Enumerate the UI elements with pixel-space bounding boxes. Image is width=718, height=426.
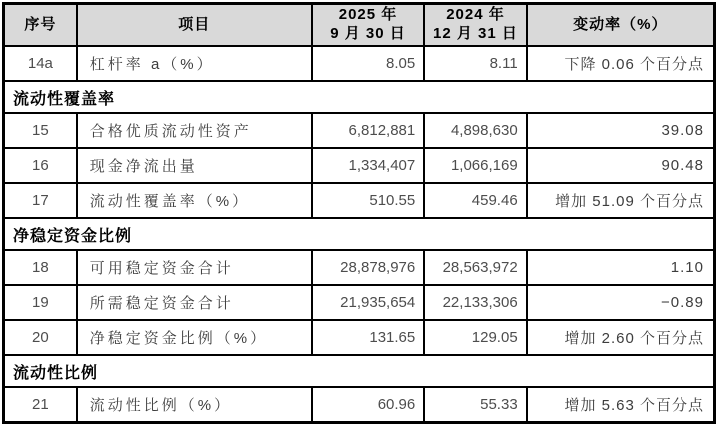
row-seq-cell: 19 [4,285,77,320]
value-2024-cell: 55.33 [424,387,526,423]
row-seq-cell: 16 [4,148,77,183]
header-date-2024 [424,4,526,47]
value-2025-cell: 60.96 [312,387,424,423]
section-label: 流动性比例 [4,355,715,387]
value-2024-cell: 22,133,306 [424,285,526,320]
row-item-cell: 现金净流出量 [77,148,312,183]
table-row [4,250,715,285]
section-row [4,218,715,250]
table-row [4,387,715,423]
row-item-cell: 所需稳定资金合计 [77,285,312,320]
change-cell: 增加 51.09 个百分点 [527,183,715,218]
row-item-cell: 净稳定资金比例（%） [77,320,312,355]
header-item: 项目 [77,4,312,47]
row-seq-cell: 14a [4,46,77,81]
change-cell: 90.48 [527,148,715,183]
header-change-rate: 变动率（%） [527,4,715,47]
change-cell: 39.08 [527,113,715,148]
row-item-cell: 合格优质流动性资产 [77,113,312,148]
section-row [4,81,715,113]
table-row [4,113,715,148]
change-cell: −0.89 [527,285,715,320]
value-2025-cell: 21,935,654 [312,285,424,320]
table-row [4,183,715,218]
section-label: 净稳定资金比例 [4,218,715,250]
value-2024-cell: 4,898,630 [424,113,526,148]
header-date-2025-line1: 2025 年 [338,6,398,24]
value-2024-cell: 8.11 [424,46,526,81]
row-seq-cell: 17 [4,183,77,218]
header-date-2025 [312,4,424,47]
value-2025-cell: 6,812,881 [312,113,424,148]
row-item-cell: 杠杆率 a（%） [77,46,312,81]
header-seq: 序号 [4,4,77,47]
financial-metrics-table [2,2,716,424]
change-cell: 增加 2.60 个百分点 [527,320,715,355]
value-2025-cell: 131.65 [312,320,424,355]
header-date-2024-line1: 2024 年 [446,6,505,24]
value-2025-cell: 28,878,976 [312,250,424,285]
value-2025-cell: 510.55 [312,183,424,218]
value-2024-cell: 28,563,972 [424,250,526,285]
value-2024-cell: 1,066,169 [424,148,526,183]
table-row [4,285,715,320]
value-2025-cell: 1,334,407 [312,148,424,183]
change-cell: 增加 5.63 个百分点 [527,387,715,423]
row-seq-cell: 18 [4,250,77,285]
section-label: 流动性覆盖率 [4,81,715,113]
table-row [4,320,715,355]
row-item-cell: 流动性比例（%） [77,387,312,423]
row-seq-cell: 21 [4,387,77,423]
value-2024-cell: 459.46 [424,183,526,218]
value-2024-cell: 129.05 [424,320,526,355]
value-2025-cell: 8.05 [312,46,424,81]
section-row [4,355,715,387]
change-cell: 下降 0.06 个百分点 [527,46,715,81]
change-cell: 1.10 [527,250,715,285]
row-seq-cell: 20 [4,320,77,355]
report-page [0,2,718,426]
header-date-2024-line2: 12 月 31 日 [433,25,518,42]
row-item-cell: 流动性覆盖率（%） [77,183,312,218]
table-row [4,46,715,81]
table-row [4,148,715,183]
header-date-2025-line2: 9 月 30 日 [330,25,406,42]
table-header-row [4,4,715,47]
row-seq-cell: 15 [4,113,77,148]
row-item-cell: 可用稳定资金合计 [77,250,312,285]
